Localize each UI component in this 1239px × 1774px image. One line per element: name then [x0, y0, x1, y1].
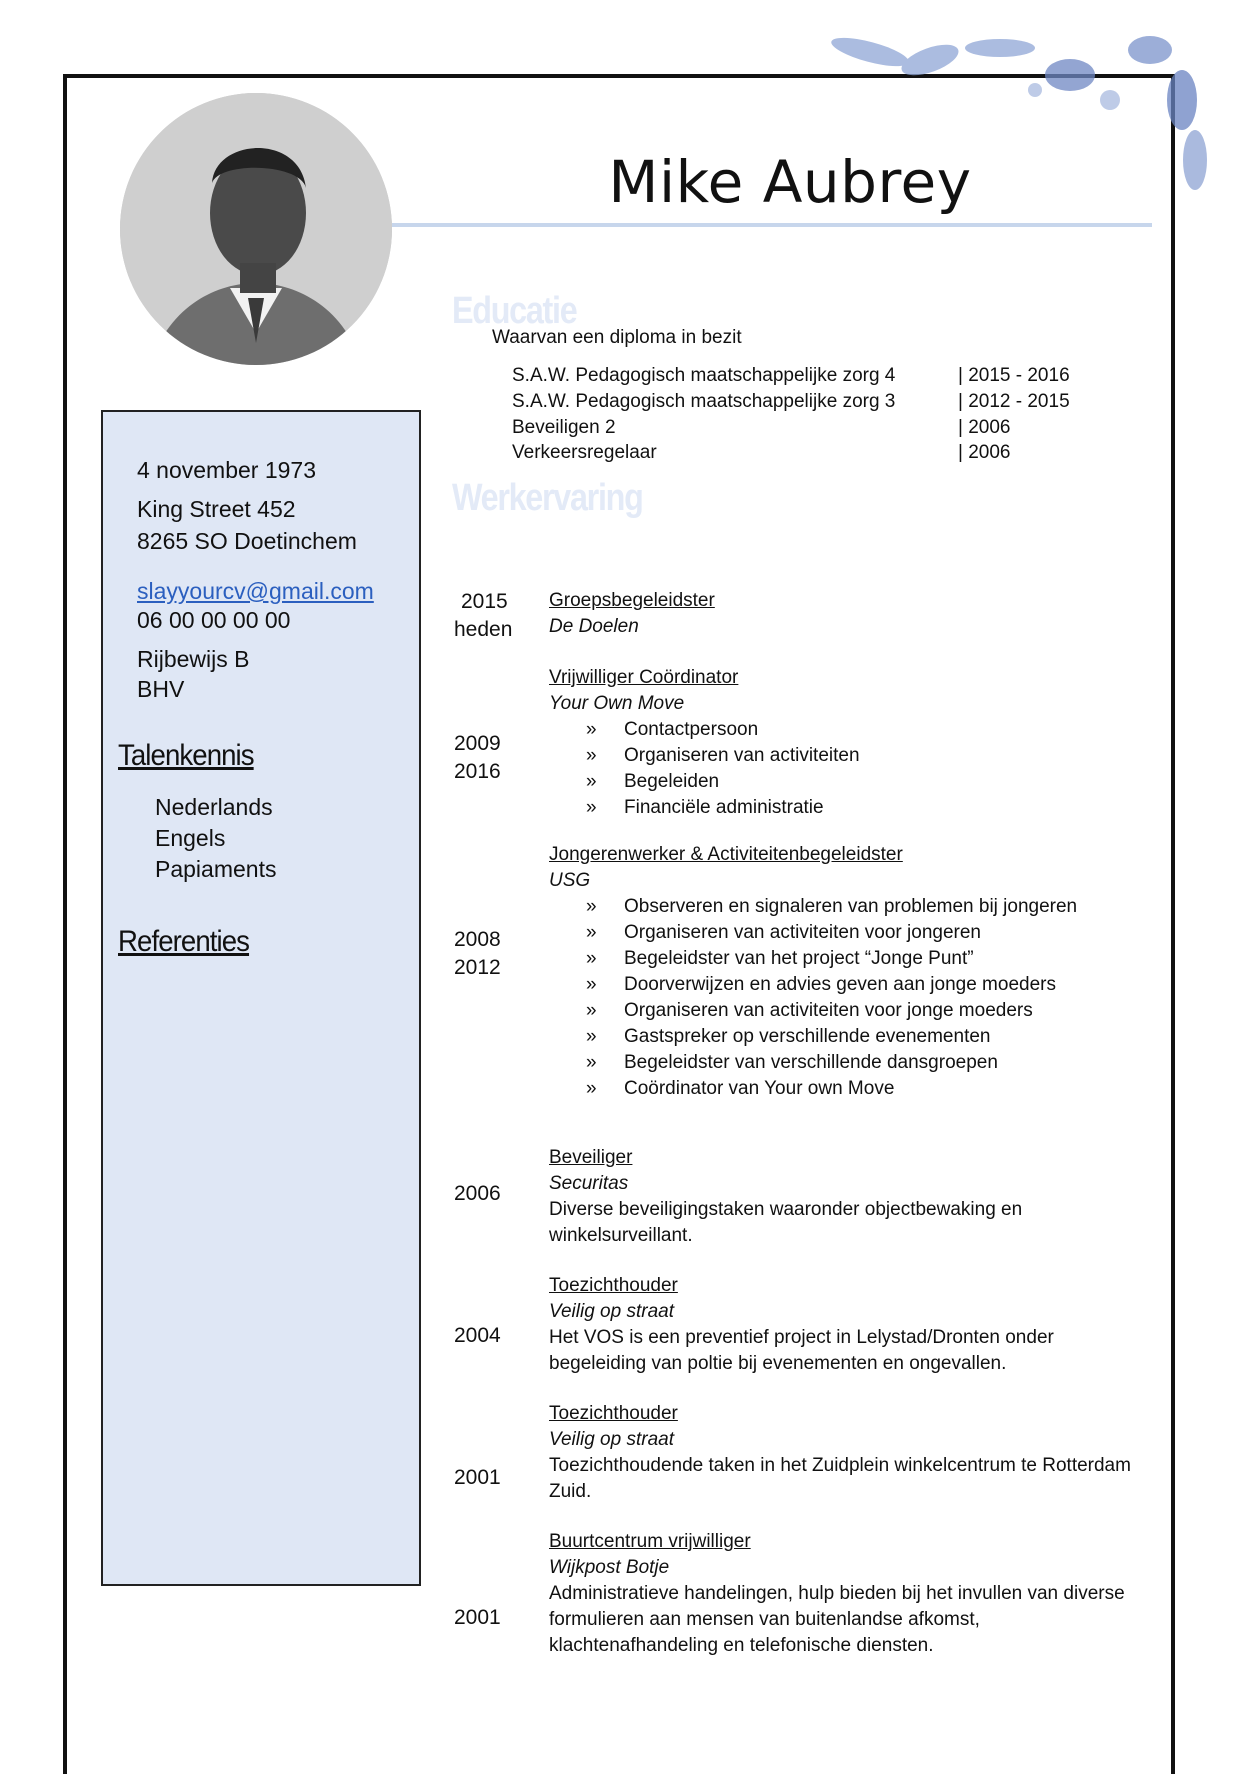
job-organization: Veilig op straat — [549, 1301, 674, 1322]
education-years: | 2015 - 2016 — [958, 365, 1070, 386]
experience-heading: Werkervaring — [452, 477, 643, 519]
language-item: Engels — [155, 825, 226, 851]
education-item — [512, 365, 1072, 390]
bhv-certificate: BHV — [137, 676, 185, 702]
job-bullet — [549, 1024, 1149, 1050]
bullet-text: Organiseren van activiteiten voor jonge moeders — [624, 1000, 1033, 1021]
bullet-marker: » — [586, 719, 597, 740]
education-title: Beveiligen 2 — [512, 417, 616, 438]
bullet-marker: » — [586, 922, 597, 943]
bullet-marker: » — [586, 1052, 597, 1073]
job-entry — [549, 588, 1149, 640]
job-entry — [549, 842, 1149, 1102]
job-description: Diverse beveiligingstaken waaronder objectbewaking en winkelsurveillant. — [549, 1199, 1023, 1246]
job-description: Toezichthoudende taken in het Zuidplein winkelcentrum te Rotterdam Zuid. — [549, 1455, 1131, 1502]
education-item — [512, 417, 1072, 442]
job-organization: Wijkpost Botje — [549, 1557, 670, 1578]
bullet-marker: » — [586, 1000, 597, 1021]
candidate-name: Mike Aubrey — [608, 148, 972, 216]
bullet-marker: » — [586, 1026, 597, 1047]
avatar-icon — [120, 93, 392, 365]
education-years: | 2006 — [958, 442, 1011, 463]
job-organization: Your Own Move — [549, 693, 685, 714]
job-title: Beveiliger — [549, 1147, 633, 1168]
bullet-text: Begeleidster van verschillende dansgroepen — [624, 1052, 998, 1073]
job-bullet — [549, 972, 1149, 998]
job-end-year: 2012 — [454, 956, 501, 979]
education-heading: Educatie — [452, 290, 577, 332]
job-title: Vrijwilliger Coördinator — [549, 667, 739, 688]
phone-number: 06 00 00 00 00 — [137, 607, 291, 633]
job-start-year: 2009 — [454, 732, 501, 755]
job-year: 2001 — [454, 1606, 501, 1629]
profile-photo — [120, 93, 392, 365]
bullet-marker: » — [586, 1078, 597, 1099]
references-heading: Referenties — [118, 925, 250, 958]
job-bullet — [549, 795, 1149, 821]
bullet-text: Observeren en signaleren van problemen bij jongeren — [624, 896, 1078, 917]
email-link[interactable]: slayyourcv@gmail.com — [137, 578, 374, 604]
job-start-year: 2015 — [461, 590, 508, 613]
language-item: Nederlands — [155, 794, 273, 820]
languages-heading: Talenkennis — [118, 739, 254, 772]
education-subtitle: Waarvan een diploma in bezit — [492, 327, 742, 348]
job-organization: USG — [549, 870, 591, 891]
city-address: 8265 SO Doetinchem — [137, 528, 357, 554]
job-title: Toezichthouder — [549, 1403, 678, 1424]
job-year: 2006 — [454, 1182, 501, 1205]
job-title: Groepsbegeleidster — [549, 590, 715, 611]
job-end-year: heden — [454, 618, 513, 641]
bullet-text: Doorverwijzen en advies geven aan jonge moeders — [624, 974, 1056, 995]
job-start-year: 2008 — [454, 928, 501, 951]
job-entry — [549, 1273, 1149, 1377]
education-title: Verkeersregelaar — [512, 442, 657, 463]
job-bullet — [549, 894, 1149, 920]
education-years: | 2006 — [958, 417, 1011, 438]
job-bullet — [549, 769, 1149, 795]
bullet-marker: » — [586, 948, 597, 969]
street-address: King Street 452 — [137, 496, 296, 522]
job-bullet — [549, 998, 1149, 1024]
bullet-marker: » — [586, 745, 597, 766]
job-year: 2001 — [454, 1466, 501, 1489]
bullet-text: Begeleidster van het project “Jonge Punt” — [624, 948, 974, 969]
education-item — [512, 391, 1072, 416]
bullet-marker: » — [586, 797, 597, 818]
job-bullet — [549, 743, 1149, 769]
job-bullet — [549, 717, 1149, 743]
job-bullet — [549, 1076, 1149, 1102]
bullet-text: Begeleiden — [624, 771, 720, 792]
bullet-marker: » — [586, 974, 597, 995]
education-item — [512, 442, 1072, 467]
name-underline — [392, 223, 1152, 227]
education-title: S.A.W. Pedagogisch maatschappelijke zorg 3 — [512, 391, 896, 412]
job-title: Jongerenwerker & Activiteitenbegeleidster — [549, 844, 903, 865]
education-title: S.A.W. Pedagogisch maatschappelijke zorg 4 — [512, 365, 896, 386]
bullet-text: Financiële administratie — [624, 797, 824, 818]
education-years: | 2012 - 2015 — [958, 391, 1070, 412]
job-entry — [549, 1529, 1149, 1659]
job-organization: Securitas — [549, 1173, 629, 1194]
job-title: Buurtcentrum vrijwilliger — [549, 1531, 751, 1552]
job-description: Administratieve handelingen, hulp bieden bij het invullen van diverse formulieren aan mensen van buitenlandse afkomst, klachtenafhandeling en telefonische diensten. — [549, 1583, 1125, 1656]
bullet-marker: » — [586, 896, 597, 917]
bullet-text: Organiseren van activiteiten — [624, 745, 860, 766]
job-bullet — [549, 946, 1149, 972]
bullet-text: Organiseren van activiteiten voor jongeren — [624, 922, 981, 943]
drivers-license: Rijbewijs B — [137, 646, 250, 672]
job-entry — [549, 1401, 1149, 1505]
job-organization: Veilig op straat — [549, 1429, 674, 1450]
job-description: Het VOS is een preventief project in Lelystad/Dronten onder begeleiding van poltie bij evenementen en ongevallen. — [549, 1327, 1054, 1374]
bullet-marker: » — [586, 771, 597, 792]
job-bullet — [549, 1050, 1149, 1076]
language-item: Papiaments — [155, 856, 277, 882]
birthdate: 4 november 1973 — [137, 457, 317, 483]
bullet-text: Gastspreker op verschillende evenementen — [624, 1026, 991, 1047]
job-title: Toezichthouder — [549, 1275, 678, 1296]
job-entry — [549, 665, 1149, 821]
job-end-year: 2016 — [454, 760, 501, 783]
job-year: 2004 — [454, 1324, 501, 1347]
job-entry — [549, 1145, 1149, 1249]
bullet-text: Contactpersoon — [624, 719, 759, 740]
job-bullet — [549, 920, 1149, 946]
job-organization: De Doelen — [549, 616, 639, 637]
bullet-text: Coördinator van Your own Move — [624, 1078, 895, 1099]
